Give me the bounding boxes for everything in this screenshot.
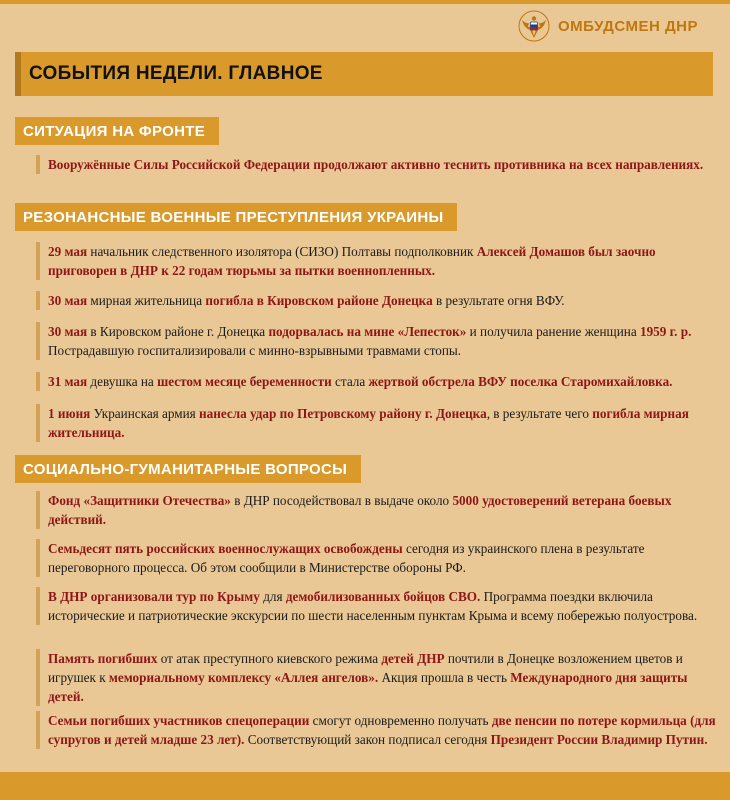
header-logo bbox=[518, 10, 698, 42]
top-accent-bar bbox=[0, 0, 730, 4]
eagle-emblem-icon bbox=[518, 10, 550, 42]
social-item-3: В ДНР организовали тур по Крыму для демобилизованных бойцов СВО. Программа поездки включила исторические и патриотические экскурсии по шести населенным пунктам Крыма и всему побережью полуострова. bbox=[36, 587, 722, 625]
social-item-4: Память погибших от атак преступного киевского режима детей ДНР почтили в Донецке возложением цветов и игрушек к мемориальному комплексу «Аллея ангелов». Акция прошла в честь Международного дня защиты детей. bbox=[36, 649, 722, 706]
section-social-heading: СОЦИАЛЬНО-ГУМАНИТАРНЫЕ ВОПРОСЫ bbox=[15, 455, 361, 483]
social-item-2: Семьдесят пять российских военнослужащих освобождены сегодня из украинского плена в результате переговорного процесса. Об этом сообщили в Министерстве обороны РФ. bbox=[36, 539, 722, 577]
crimes-item-3: 30 мая в Кировском районе г. Донецка подорвалась на мине «Лепесток» и получила ранение женщина 1959 г. р. Пострадавшую госпитализировали с минно-взрывными травмами стопы. bbox=[36, 322, 722, 360]
crimes-item-4: 31 мая девушка на шестом месяце беременности стала жертвой обстрела ВФУ поселка Старомихайловка. bbox=[36, 372, 722, 391]
page-title-text: СОБЫТИЯ НЕДЕЛИ. ГЛАВНОЕ bbox=[29, 63, 323, 84]
org-name: ОМБУДСМЕН ДНР bbox=[558, 17, 698, 35]
social-item-1: Фонд «Защитники Отечества» в ДНР посодействовал в выдаче около 5000 удостоверений ветерана боевых действий. bbox=[36, 491, 722, 529]
crimes-item-2: 30 мая мирная жительница погибла в Кировском районе Донецка в результате огня ВФУ. bbox=[36, 291, 722, 310]
front-item-1: Вооружённые Силы Российской Федерации продолжают активно теснить противника на всех направлениях. bbox=[36, 155, 722, 174]
bottom-accent-bar bbox=[0, 772, 730, 800]
crimes-item-1: 29 мая начальник следственного изолятора (СИЗО) Полтавы подполковник Алексей Домашов был заочно приговорен в ДНР к 22 годам тюрьмы за пытки военнопленных. bbox=[36, 242, 722, 280]
page-title bbox=[15, 52, 713, 96]
social-item-5: Семьи погибших участников спецоперации смогут одновременно получать две пенсии по потере кормильца (для супругов и детей младше 23 лет). Соответствующий закон подписал сегодня Президент России Владимир Путин. bbox=[36, 711, 722, 749]
section-crimes-heading: РЕЗОНАНСНЫЕ ВОЕННЫЕ ПРЕСТУПЛЕНИЯ УКРАИНЫ bbox=[15, 203, 457, 231]
section-front-heading: СИТУАЦИЯ НА ФРОНТЕ bbox=[15, 117, 219, 145]
crimes-item-5: 1 июня Украинская армия нанесла удар по Петровскому району г. Донецка, в результате чего погибла мирная жительница. bbox=[36, 404, 722, 442]
